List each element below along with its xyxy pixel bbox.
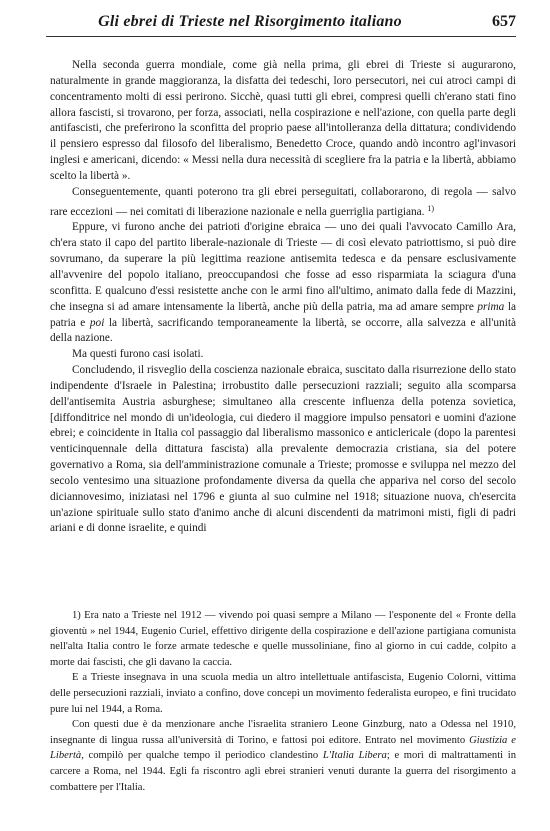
paragraph-2 [50,185,516,221]
footnote-2-text: E a Trieste insegnava in una scuola media un altro intellettuale antifascista, Eugenio Colorni, vittima delle persecuzioni razziali, inviato a confino, dove concepì un movimento federalista europeo, e finì trucidato pure lui nel 1944, a Roma. [50,672,516,715]
page-number: 657 [492,13,516,30]
footnote-3-text-c: ; e morì di maltrattamenti in carcere a Roma, nel 1944. Egli fa riscontro agli ebrei stranieri venuti durante la guerra del risorgimento a combattere per l'Italia. [50,750,516,793]
footnote-reference: 1) [427,203,434,213]
paragraph-1 [50,58,516,185]
paragraph-3-text-c: la libertà, sacrificando temporaneamente la libertà, se occorre, alla salvezza e all'unità della nazione. [50,316,516,345]
footnote-3-text-a: Con questi due è da menzionare anche l'israelita straniero Leone Ginzburg, nato a Odessa nel 1910, insegnante di lingua russa all'università di Torino, e fattosi poi editore. Entrato nel movimento [50,719,516,746]
paragraph-4 [50,347,516,363]
paragraph-1-text: Nella seconda guerra mondiale, come già nella prima, gli ebrei di Trieste si augurarono, naturalmente in grande maggioranza, la disfatta dei tedeschi, loro persecutori, nei cui atroci campi di concentramento molti di essi perirono. Sicchè, quasi tutti gli ebrei, compresi quelli ch'erano stati fino allora fascisti, si trovarono, per forza, associati, nella cospirazione e nell'azione, con quella parte degli antifascisti, che preferirono la sconfitta del proprio paese all'intolleranza della dittatura; condividendo il pensiero espresso dal filosofo del liberalismo, Benedetto Croce, quando andò incontro agl'invasori inglesi e americani, dicendo: « Messi nella dura necessità di scegliere fra la patria e la libertà, abbiamo scelto la libertà ». [50,59,516,182]
emphasis-giustizia-e-liberta: Giustizia e Libertà [50,734,516,762]
footnote-1-text: 1) Era nato a Trieste nel 1912 — vivendo poi quasi sempre a Milano — l'esponente del « Fronte della gioventù » nel 1944, Eugenio Curiel, effettivo dirigente della cospirazione e dell'azione partigiana comunista nell'alta Italia contro le forze armate tedesche e quelle mussoliniane, fino al giorno in cui cadde, colpito a morte dai fascisti, che gli davano la caccia. [50,610,516,668]
emphasis-prima: prima [477,300,505,313]
footnotes [50,608,516,795]
main-text [50,58,516,537]
page-header [46,13,516,35]
running-head: Gli ebrei di Trieste nel Risorgimento italiano [98,13,402,30]
paragraph-5-text: Concludendo, il risveglio della coscienza nazionale ebraica, suscitato dalla risurrezione dello stato indipendente d'Israele in Palestina; irrobustito dalle persecuzioni razziali; seguito alla scomparsa dell'antisemita Austria asburghese; simultaneo alla crescente influenza della potenza sovietica, [diffonditrice nel mondo di un'ideologia, cui diedero il maggiore impulso pensatori e uomini d'azione ebrei; e coincidente in Italia col passaggio dal liberalismo massonico e anticlericale (dopo la parentesi venticinquennale della dittatura fascista) alla prevalente democrazia cristiana, sia del potere governativo a Roma, sia dell'amministrazione comunale a Trieste; promosse e sviluppa nel mezzo del secolo ventesimo una situazione profondamente diversa da quella che appariva nel corso del secolo diciannovesimo, iniziatasi nel 1796 e giunta al suo culmine nel 1918; situazione nuova, ch'esercita un'azione spirituale sullo stato d'animo anche di alcuni discendenti da matrimoni misti, figli di padri ariani e di donne israelite, e quindi [50,364,516,535]
footnote-3 [50,717,516,795]
header-rule [46,36,516,37]
footnote-2 [50,670,516,717]
paragraph-3 [50,220,516,347]
paragraph-5 [50,363,516,537]
paragraph-4-text: Ma questi furono casi isolati. [72,348,204,361]
footnote-3-text-b: , compilò per qualche tempo il periodico clandestino [81,750,319,762]
paragraph-2-text: Conseguentemente, quanti poterono tra gli ebrei perseguitati, collaborarono, di regola — salvo rare eccezioni — nei comitati di liberazione nazionale e nella guerriglia partigiana. [50,185,516,218]
paragraph-3-text-a: Eppure, vi furono anche dei patrioti d'origine ebraica — uno dei quali l'avvocato Camillo Ara, ch'era stato il capo del partito liberale-nazionale di Trieste — di così elevato patriottismo, si può dire sovrumano, da superare la più legittima reazione antisemita tedesca e da pensare esclusivamente all'avvenire del popolo italiano, preoccupandosi che fosse ad esso risparmiata la sciagura d'una sconfitta. E qualcuno d'essi resistette anche con le armi fino all'ultimo, animato dalla fede di Mazzini, che insegna si ad amare intensamente la libertà, anche più della patria, ma ad amare sempre [50,221,516,313]
emphasis-poi: poi [89,316,105,329]
emphasis-italia-libera: L'Italia Libera [322,750,387,762]
footnote-1 [50,608,516,670]
paragraph-3-text-b: la patria e [50,300,516,329]
